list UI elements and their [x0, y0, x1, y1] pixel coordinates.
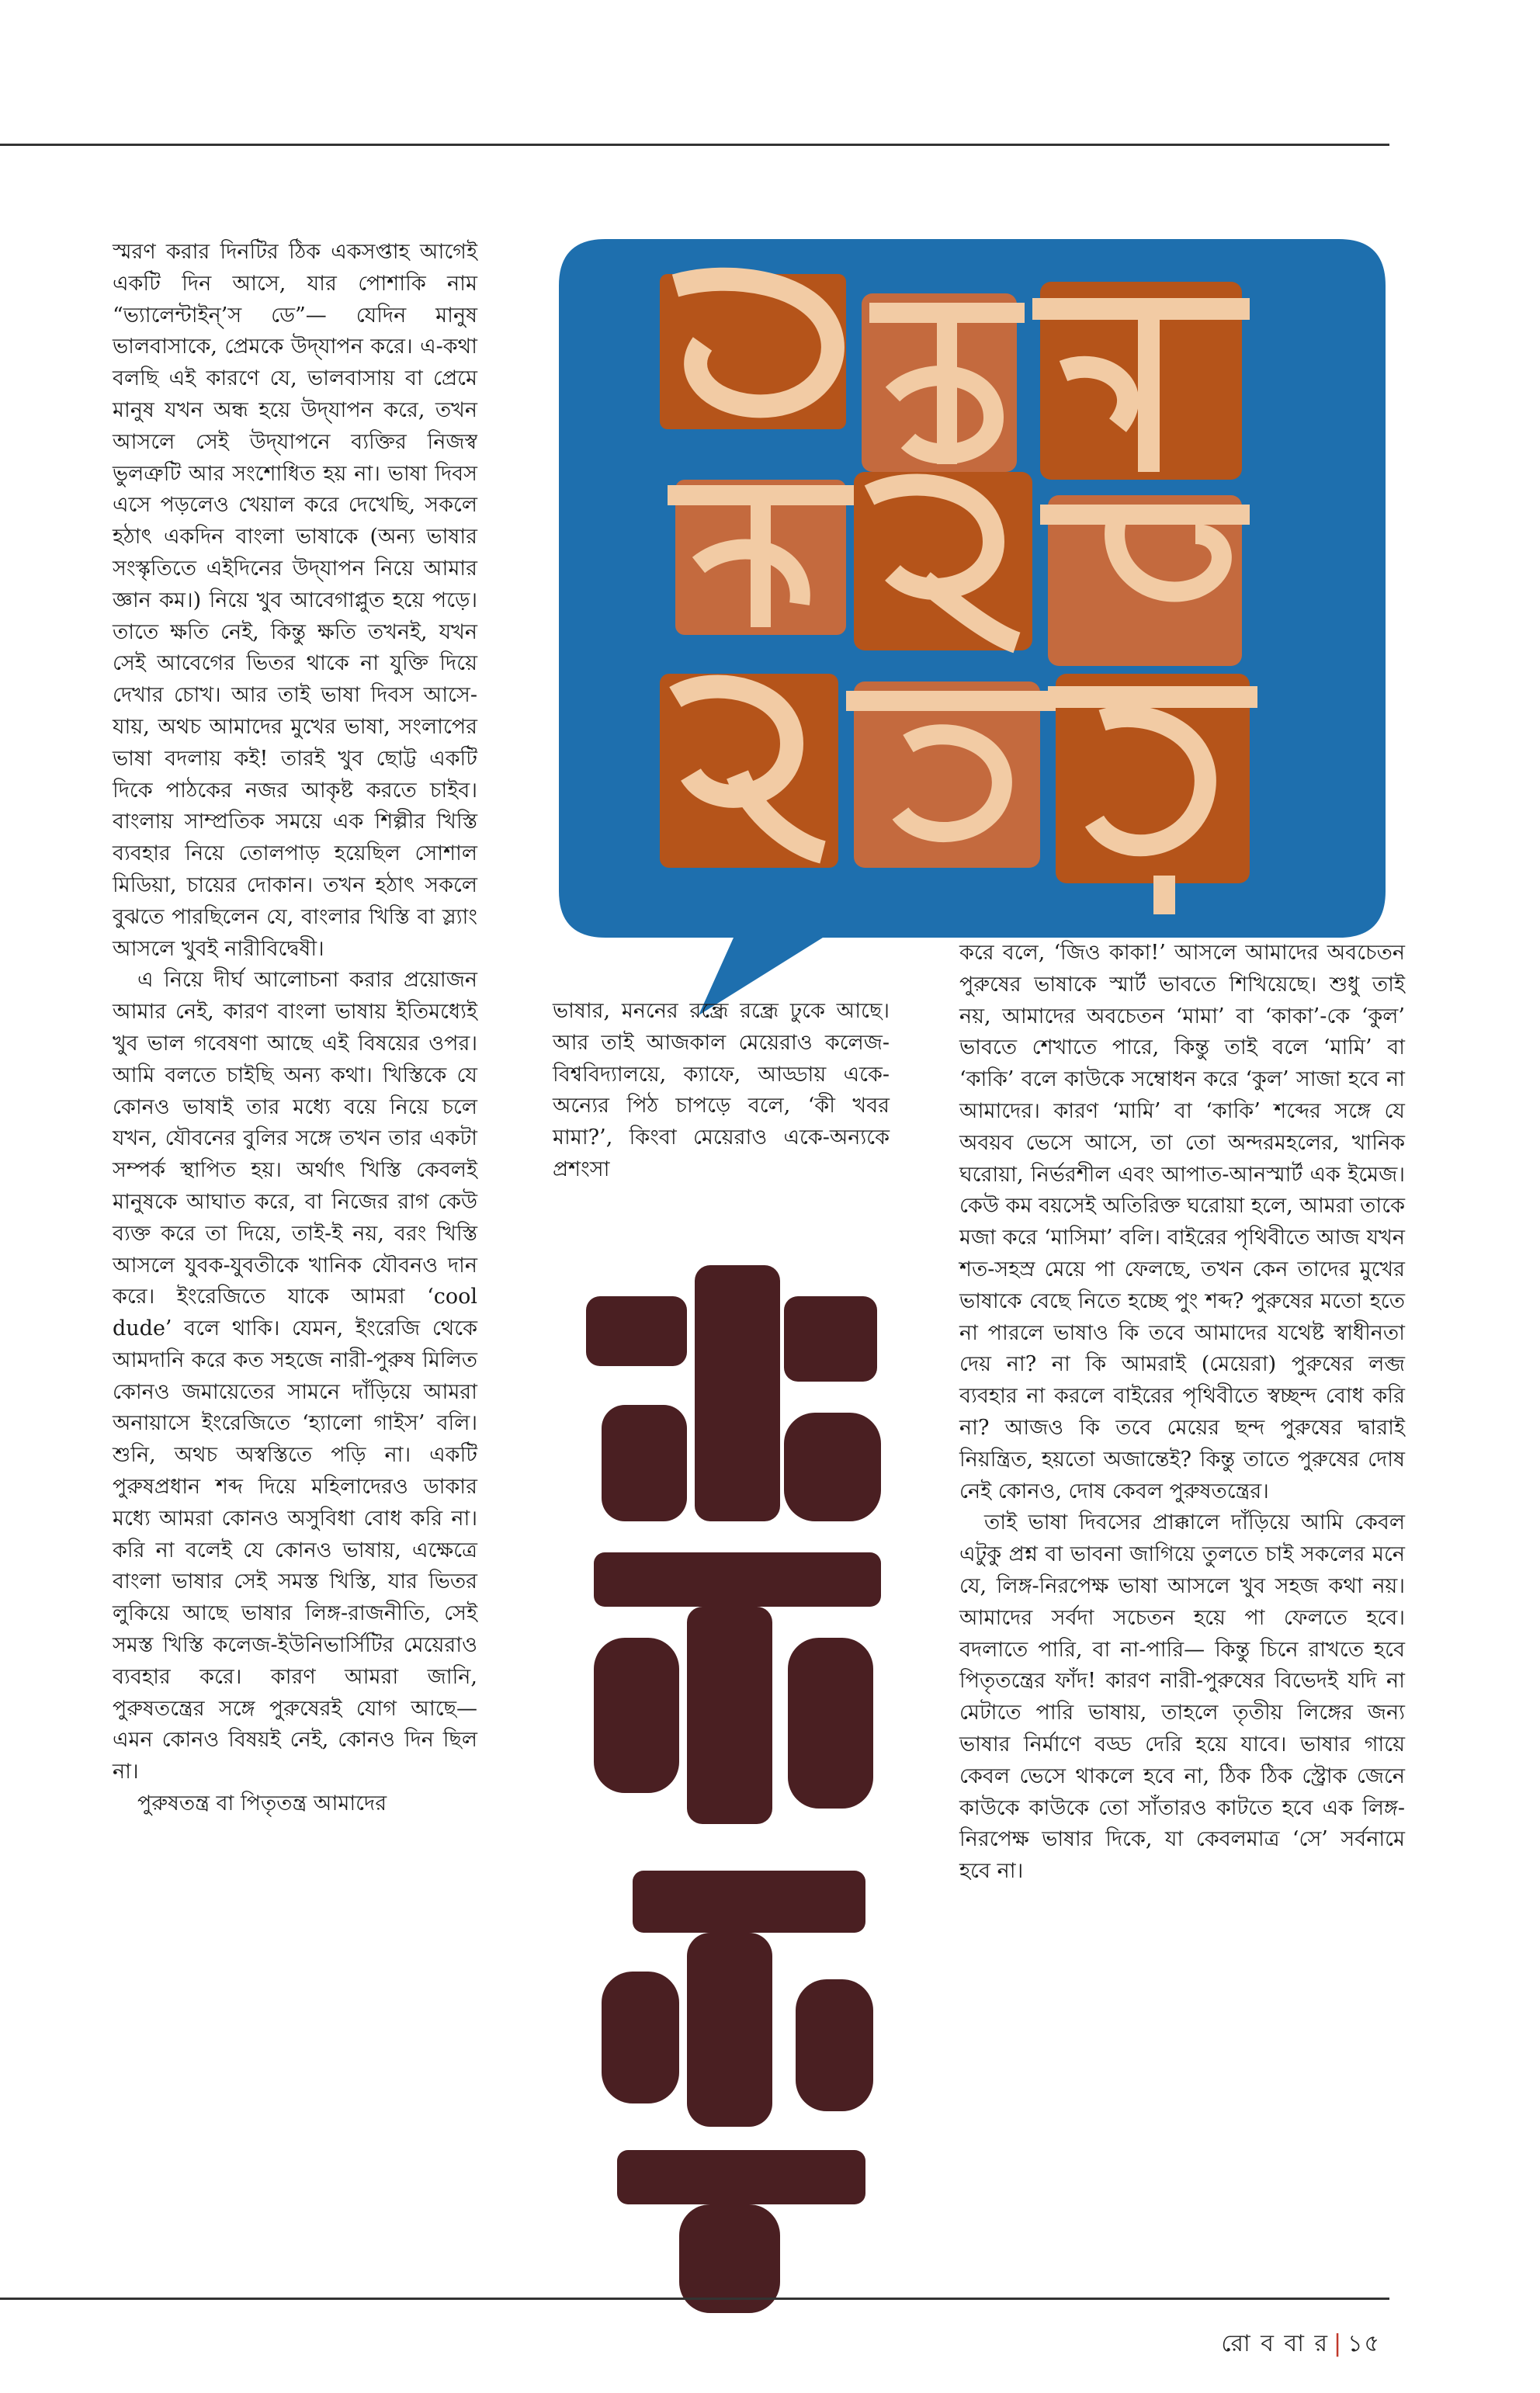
- paragraph: করে বলে, ‘জিও কাকা!’ আসলে আমাদের অবচেতন পুরুষের ভাষাকে স্মার্ট ভাবতে শিখিয়েছে। শুধু তাই নয়, আমাদের অবচেতন ‘মামা’ বা ‘কাকা’-কে ‘কুল’ ভাবতে শেখাতে পারে, কিন্তু তাই বলে ‘মামি’ বা ‘কাকি’ বলে কাউকে সম্বোধন করে ‘কুল’ সাজা হবে না আমাদের। কারণ ‘মামি’ বা ‘কাকি’ শব্দের সঙ্গে যে অবয়ব ভেসে আসে, তা তো অন্দরমহলের, খানিক ঘরোয়া, নির্ভরশীল এবং আপাত-আনস্মার্ট এক ইমেজ। কেউ কম বয়সেই অতিরিক্ত ঘরোয়া হলে, আমরা তাকে মজা করে ‘মাসিমা’ বলি। বাইরের পৃথিবীতে আজ যখন শত-সহস্র মেয়ে পা ফেলছে, তখন কেন তাদের মুখের ভাষাকে বেছে নিতে হচ্ছে পুং শব্দ? পুরুষের মতো হতে না পারলে ভাষাও কি তবে আমাদের যথেষ্ট স্বাধীনতা দেয় না? না কি আমরাই (মেয়েরা) পুরুষের লব্জ ব্যবহার না করলে বাইরের পৃথিবীতে স্বচ্ছন্দ বোধ করি না? আজও কি তবে মেয়ের ছন্দ পুরুষের দ্বারাই নিয়ন্ত্রিত, হয়তো অজান্তেই? কিন্তু তাতে পুরুষের দোষ নেই কোনও, দোষ কেবল পুরুষতন্ত্রের।: [959, 941, 1405, 1503]
- top-rule: [0, 144, 1389, 146]
- speech-bubble-title-art: [559, 239, 1386, 1019]
- footer-divider: |: [1333, 2330, 1344, 2357]
- page-footer: [1221, 2325, 1381, 2364]
- vertical-letters: [586, 1265, 881, 2313]
- article-column-1: [113, 237, 477, 1820]
- bottom-rule: [0, 2298, 1389, 2300]
- article-column-3: [959, 938, 1405, 1888]
- paragraph: তাই ভাষা দিবসের প্রাক্কালে দাঁড়িয়ে আমি কেবল এটুকু প্রশ্ন বা ভাবনা জাগিয়ে তুলতে চাই সকলের মনে যে, লিঙ্গ-নিরপেক্ষ ভাষা আসলে খুব সহজ কথা নয়। আমাদের সর্বদা সচেতন হয়ে পা ফেলতে হবে। বদলাতে পারি, বা না-পারি— কিন্তু চিনে রাখতে হবে পিতৃতন্ত্রের ফাঁদ! কারণ নারী-পুরুষের বিভেদই যদি না মেটাতে পারি ভাষায়, তাহলে তৃতীয় লিঙ্গের জন্য ভাষার নির্মাণে বড্ড দেরি হয়ে যাবে। ভাষার গায়ে কেবল ভেসে থাকলে হবে না, ঠিক ঠিক স্ট্রোক জেনে কাউকে কাউকে তো সাঁতারও কাটতে হবে এক লিঙ্গ-নিরপেক্ষ ভাষার দিকে, যা কেবলমাত্র ‘সে’ সর্বনামে হবে না।: [959, 1510, 1405, 1884]
- paragraph: ভাষার, মননের রন্ধ্রে রন্ধ্রে ঢুকে আছে। আর তাই আজকাল মেয়েরাও কলেজ-বিশ্ববিদ্যালয়ে, ক্যাফে, আড্ডায় একে-অন্যের পিঠ চাপড়ে বলে, ‘কী খবর মামা?’, কিংবা মেয়েরাও একে-অন্যকে প্রশংসা: [553, 999, 890, 1181]
- paragraph: পুরুষতন্ত্র বা পিতৃতন্ত্র আমাদের: [137, 1791, 387, 1816]
- paragraph: স্মরণ করার দিনটির ঠিক একসপ্তাহ আগেই একটি দিন আসে, যার পোশাকি নাম “ভ্যালেন্টাইন্‌’স ডে”— যেদিন মানুষ ভালবাসাকে, প্রেমকে উদ্‌যাপন করে। এ-কথা বলছি এই কারণে যে, ভালবাসায় বা প্রেমে মানুষ যখন অন্ধ হয়ে উদ্‌যাপন করে, তখন আসলে সেই উদ্‌যাপনে ব্যক্তির নিজস্ব ভুলত্রুটি আর সংশোধিত হয় না। ভাষা দিবস এসে পড়লেও খেয়াল করে দেখেছি, সকলে হঠাৎ একদিন বাংলা ভাষাকে (অন্য ভাষার সংস্কৃতিতে এইদিনের উদ্‌যাপন নিয়ে আমার জ্ঞান কম।) নিয়ে খুব আবেগাপ্লুত হয়ে পড়ে। তাতে ক্ষতি নেই, কিন্তু ক্ষতি তখনই, যখন সেই আবেগের ভিতর থাকে না যুক্তি দিয়ে দেখার চোখ। আর তাই ভাষা দিবস আসে-যায়, অথচ আমাদের মুখের ভাষা, সংলাপের ভাষা বদলায় কই! তারই খুব ছোট্ট একটি দিকে পাঠকের নজর আকৃষ্ট করতে চাইব। বাংলায় সাম্প্রতিক সময়ে এক শিল্পীর খিস্তি ব্যবহার নিয়ে তোলপাড় হয়েছিল সোশাল মিডিয়া, চায়ের দোকান। তখন হঠাৎ সকলে বুঝতে পারছিলেন যে, বাংলার খিস্তি বা স্ল্যাং আসলে খুবই নারীবিদ্বেষী।: [113, 240, 477, 961]
- page-number: ১৫: [1348, 2330, 1381, 2357]
- decorative-title-letters: [660, 274, 1257, 914]
- paragraph: এ নিয়ে দীর্ঘ আলোচনা করার প্রয়োজন আমার নেই, কারণ বাংলা ভাষায় ইতিমধ্যেই খুব ভাল গবেষণা আছে এই বিষয়ের ওপর। আমি বলতে চাইছি অন্য কথা। খিস্তিকে যে কোনও ভাষাই তার মধ্যে বয়ে নিয়ে চলে যখন, যৌবনের বুলির সঙ্গে তখন তার একটা সম্পর্ক স্থাপিত হয়। অর্থাৎ খিস্তি কেবলই মানুষকে আঘাত করে, বা নিজের রাগ কেউ ব্যক্ত করে তা দিয়ে, তাই-ই নয়, বরং খিস্তি আসলে যুবক-যুবতীকে খানিক যৌবনও দান করে। ইংরেজিতে যাকে আমরা ‘cool dude’ বলে থাকি। যেমন, ইংরেজি থেকে আমদানি করে কত সহজে নারী-পুরুষ মিলিত কোনও জমায়েতের সামনে দাঁড়িয়ে আমরা অনায়াসে ইংরেজিতে ‘হ্যালো গাইস’ বলি। শুনি, অথচ অস্বস্তিতে পড়ি না। একটি পুরুষপ্রধান শব্দ দিয়ে মহিলাদেরও ডাকার মধ্যে আমরা কোনও অসুবিধা বোধ করি না। করি না বলেই যে কোনও ভাষায়, এক্ষেত্রে বাংলা ভাষার সেই সমস্ত খিস্তি, যার ভিতর লুকিয়ে আছে ভাষার লিঙ্গ-রাজনীতি, সেই সমস্ত খিস্তি কলেজ-ইউনিভার্সিটির মেয়েরাও ব্যবহার করে। কারণ আমরা জানি, পুরুষতন্ত্রের সঙ্গে পুরুষেরই যোগ আছে— এমন কোনও বিষয়ই নেই, কোনও দিন ছিল না।: [113, 968, 477, 1784]
- vertical-title-art: [571, 1250, 904, 2321]
- magazine-name: রো ব বা র: [1221, 2330, 1329, 2357]
- article-column-2: [553, 996, 890, 1186]
